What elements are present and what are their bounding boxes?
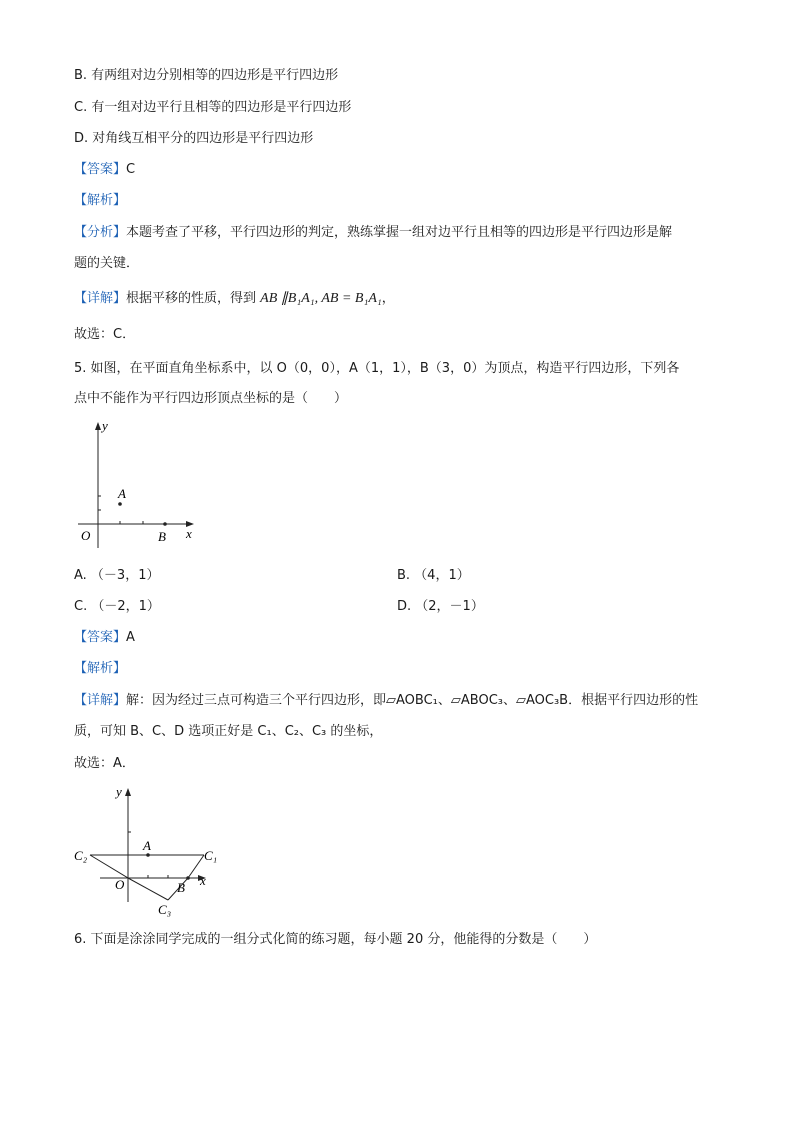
label-a: A — [143, 838, 151, 853]
q4-detail-row — [74, 290, 395, 308]
detail-math: AB ∥B₁A₁, AB = B₁A₁ — [260, 291, 382, 306]
q5-detail-line1 — [74, 692, 698, 710]
label-c2: C₂ — [74, 848, 88, 863]
detail-tag: 【详解】 — [74, 291, 127, 306]
q5-detail-line2: 质，可知 B、C、D 选项正好是 C₁、C₂、C₃ 的坐标， — [74, 724, 383, 739]
answer-tag: 【答案】 — [74, 630, 127, 645]
q5-option-b: B. （4，1） — [397, 568, 470, 583]
fenxi-tag: 【分析】 — [74, 225, 127, 240]
origin-label: O — [115, 877, 125, 892]
line-o-c3 — [128, 878, 168, 900]
q4-fenxi-line2: 题的关键． — [74, 256, 140, 271]
q4-option-b: B. 有两组对边分别相等的四边形是平行四边形 — [74, 68, 339, 83]
q5-answer-row — [74, 629, 135, 647]
q5-conclusion: 故选：A． — [74, 756, 135, 771]
q5-figure-2 — [72, 782, 232, 917]
q5-analysis-tag — [74, 660, 126, 678]
analysis-tag: 【解析】 — [74, 661, 127, 676]
answer-value: A — [126, 630, 135, 645]
label-c3: C₃ — [158, 902, 172, 917]
point-b — [163, 522, 167, 526]
q5-stem-line1: 5. 如图，在平面直角坐标系中，以 O（0，0），A（1，1），B（3，0）为顶点，构造平行四边形，下列各 — [74, 361, 680, 376]
label-b: B — [158, 529, 166, 544]
origin-label: O — [81, 528, 91, 543]
q5-option-a: A. （－3，1） — [74, 568, 160, 583]
x-label: x — [186, 526, 192, 541]
detail-end: ， — [381, 291, 395, 306]
answer-tag: 【答案】 — [74, 162, 127, 177]
y-label: y — [102, 418, 108, 433]
label-c1: C₁ — [204, 848, 218, 863]
label-a: A — [118, 486, 126, 501]
x-label: x — [200, 873, 206, 888]
q5-stem-line2: 点中不能作为平行四边形顶点坐标的是（ ） — [74, 391, 348, 406]
q4-option-c: C. 有一组对边平行且相等的四边形是平行四边形 — [74, 100, 352, 115]
y-axis-arrow — [95, 422, 101, 430]
q5-option-d: D. （2，－1） — [397, 599, 484, 614]
point-b — [186, 876, 190, 880]
q4-answer-row — [74, 161, 135, 179]
point-a — [146, 853, 150, 857]
line-c2-o — [90, 855, 128, 878]
q4-fenxi-line1 — [74, 224, 672, 242]
q5-figure-1 — [74, 418, 214, 553]
q4-conclusion: 故选：C． — [74, 327, 136, 342]
detail-text: 根据平移的性质，得到 — [126, 291, 257, 306]
fenxi-text: 本题考查了平移，平行四边形的判定，熟练掌握一组对边平行且相等的四边形是平行四边形是解 — [126, 225, 673, 240]
q4-analysis-tag — [74, 192, 126, 210]
detail-tag: 【详解】 — [74, 693, 127, 708]
y-axis-arrow — [125, 788, 131, 796]
analysis-tag: 【解析】 — [74, 193, 127, 208]
q6-stem: 6. 下面是涂涂同学完成的一组分式化简的练习题，每小题 20 分，他能得的分数是（ ） — [74, 932, 597, 947]
answer-value: C — [126, 162, 136, 177]
y-label: y — [116, 784, 122, 799]
q4-option-d: D. 对角线互相平分的四边形是平行四边形 — [74, 131, 314, 146]
q5-option-c: C. （－2，1） — [74, 599, 160, 614]
point-a — [118, 502, 122, 506]
detail-text: 解：因为经过三点可构造三个平行四边形，即▱AOBC₁、▱ABOC₃、▱AOC₃B．根据平行四边形的性 — [126, 693, 699, 708]
label-b: B — [177, 880, 185, 895]
